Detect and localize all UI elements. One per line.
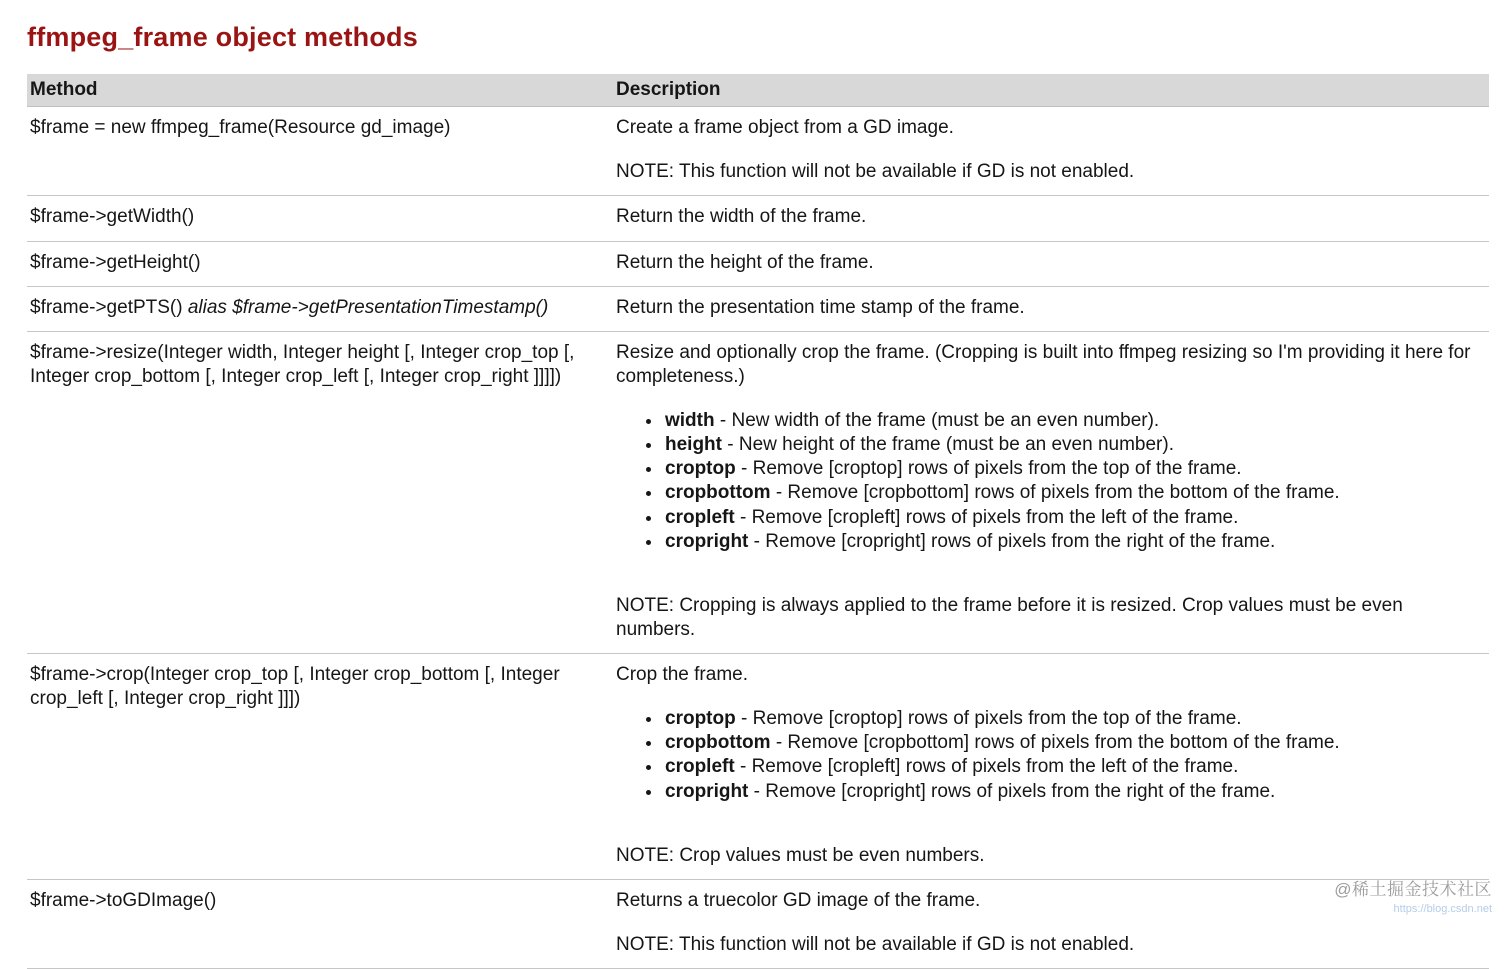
description-text: Returns a truecolor GD image of the frame.	[616, 889, 981, 911]
param-name: width	[665, 410, 715, 431]
param-name: cropleft	[665, 756, 735, 778]
list-item	[663, 530, 1479, 554]
header-description: Description	[613, 74, 1489, 107]
param-desc: - New width of the frame (must be an even number).	[714, 410, 1160, 431]
description-cell	[613, 107, 1489, 196]
description-text: Crop the frame.	[616, 664, 748, 685]
methods-table	[27, 74, 1489, 969]
list-item	[663, 409, 1479, 433]
list-item	[663, 481, 1479, 505]
table-row	[27, 107, 1489, 196]
method-cell	[27, 879, 613, 968]
page-title: ffmpeg_frame object methods	[27, 22, 418, 52]
method-text: $frame->resize(Integer width, Integer height [, Integer crop_top [, Integer crop_bottom [, Integer crop_left [, Integer crop_right ]]]])	[30, 341, 575, 387]
method-alias: alias $frame->getPresentationTimestamp()	[182, 296, 549, 318]
param-name: height	[665, 434, 722, 456]
method-cell	[27, 107, 613, 196]
param-desc: - Remove [cropright] rows of pixels from the right of the frame.	[748, 780, 1276, 802]
method-cell	[27, 331, 613, 653]
method-text: $frame = new ffmpeg_frame(Resource gd_image)	[30, 117, 451, 139]
method-cell	[27, 654, 613, 880]
param-name: cropright	[665, 780, 749, 802]
method-text	[30, 296, 603, 320]
table-header-row	[27, 74, 1489, 107]
param-desc: - Remove [cropleft] rows of pixels from the left of the frame.	[734, 756, 1239, 778]
table-row	[27, 196, 1489, 241]
note-text: NOTE: Crop values must be even numbers.	[616, 844, 985, 866]
description-text: Return the width of the frame.	[616, 206, 867, 228]
method-main: $frame->getPTS()	[30, 296, 183, 318]
watermark-text: @稀土掘金技术社区	[1334, 880, 1492, 899]
list-item	[663, 755, 1479, 779]
method-cell	[27, 241, 613, 286]
param-name: cropright	[665, 530, 749, 552]
param-desc: - Remove [croptop] rows of pixels from the top of the frame.	[735, 458, 1242, 480]
param-name: croptop	[665, 708, 736, 730]
description-text: Return the height of the frame.	[616, 251, 874, 273]
param-desc: - New height of the frame (must be an even number).	[722, 434, 1174, 456]
description-cell	[613, 241, 1489, 286]
param-desc: - Remove [cropleft] rows of pixels from the left of the frame.	[734, 506, 1239, 528]
description-text: Create a frame object from a GD image.	[616, 117, 954, 139]
watermark	[1334, 875, 1492, 915]
list-item	[663, 780, 1479, 804]
table-row	[27, 331, 1489, 653]
parameter-list	[616, 409, 1479, 554]
param-name: cropleft	[665, 506, 735, 528]
list-item	[663, 731, 1479, 755]
list-item	[663, 506, 1479, 530]
table-row	[27, 879, 1489, 968]
description-text: Return the presentation time stamp of the frame.	[616, 296, 1025, 318]
method-text: $frame->crop(Integer crop_top [, Integer crop_bottom [, Integer crop_left [, Integer crop_right ]]])	[30, 664, 560, 710]
table-row	[27, 654, 1489, 880]
method-text: $frame->getHeight()	[30, 251, 201, 273]
description-cell	[613, 286, 1489, 331]
list-item	[663, 433, 1479, 457]
param-desc: - Remove [croptop] rows of pixels from the top of the frame.	[735, 708, 1242, 730]
param-desc: - Remove [cropbottom] rows of pixels from the bottom of the frame.	[770, 732, 1340, 754]
description-cell	[613, 331, 1489, 653]
header-method: Method	[27, 74, 613, 107]
watermark-url: https://blog.csdn.net	[1393, 903, 1492, 915]
list-item	[663, 707, 1479, 731]
note-text: NOTE: This function will not be available if GD is not enabled.	[616, 933, 1135, 955]
method-cell	[27, 286, 613, 331]
param-desc: - Remove [cropbottom] rows of pixels from the bottom of the frame.	[770, 482, 1340, 504]
param-name: cropbottom	[665, 482, 771, 504]
param-desc: - Remove [cropright] rows of pixels from the right of the frame.	[748, 530, 1276, 552]
method-text: $frame->getWidth()	[30, 206, 195, 228]
note-text: NOTE: Cropping is always applied to the frame before it is resized. Crop values must be even numbers.	[616, 594, 1403, 640]
description-cell	[613, 196, 1489, 241]
list-item	[663, 457, 1479, 481]
description-text: Resize and optionally crop the frame. (Cropping is built into ffmpeg resizing so I'm providing it here for completeness.)	[616, 341, 1471, 387]
param-name: cropbottom	[665, 732, 771, 754]
note-text: NOTE: This function will not be available if GD is not enabled.	[616, 161, 1135, 183]
method-text: $frame->toGDImage()	[30, 889, 217, 911]
parameter-list	[616, 707, 1479, 804]
param-name: croptop	[665, 458, 736, 480]
table-row	[27, 286, 1489, 331]
method-cell	[27, 196, 613, 241]
table-row	[27, 241, 1489, 286]
description-cell	[613, 654, 1489, 880]
